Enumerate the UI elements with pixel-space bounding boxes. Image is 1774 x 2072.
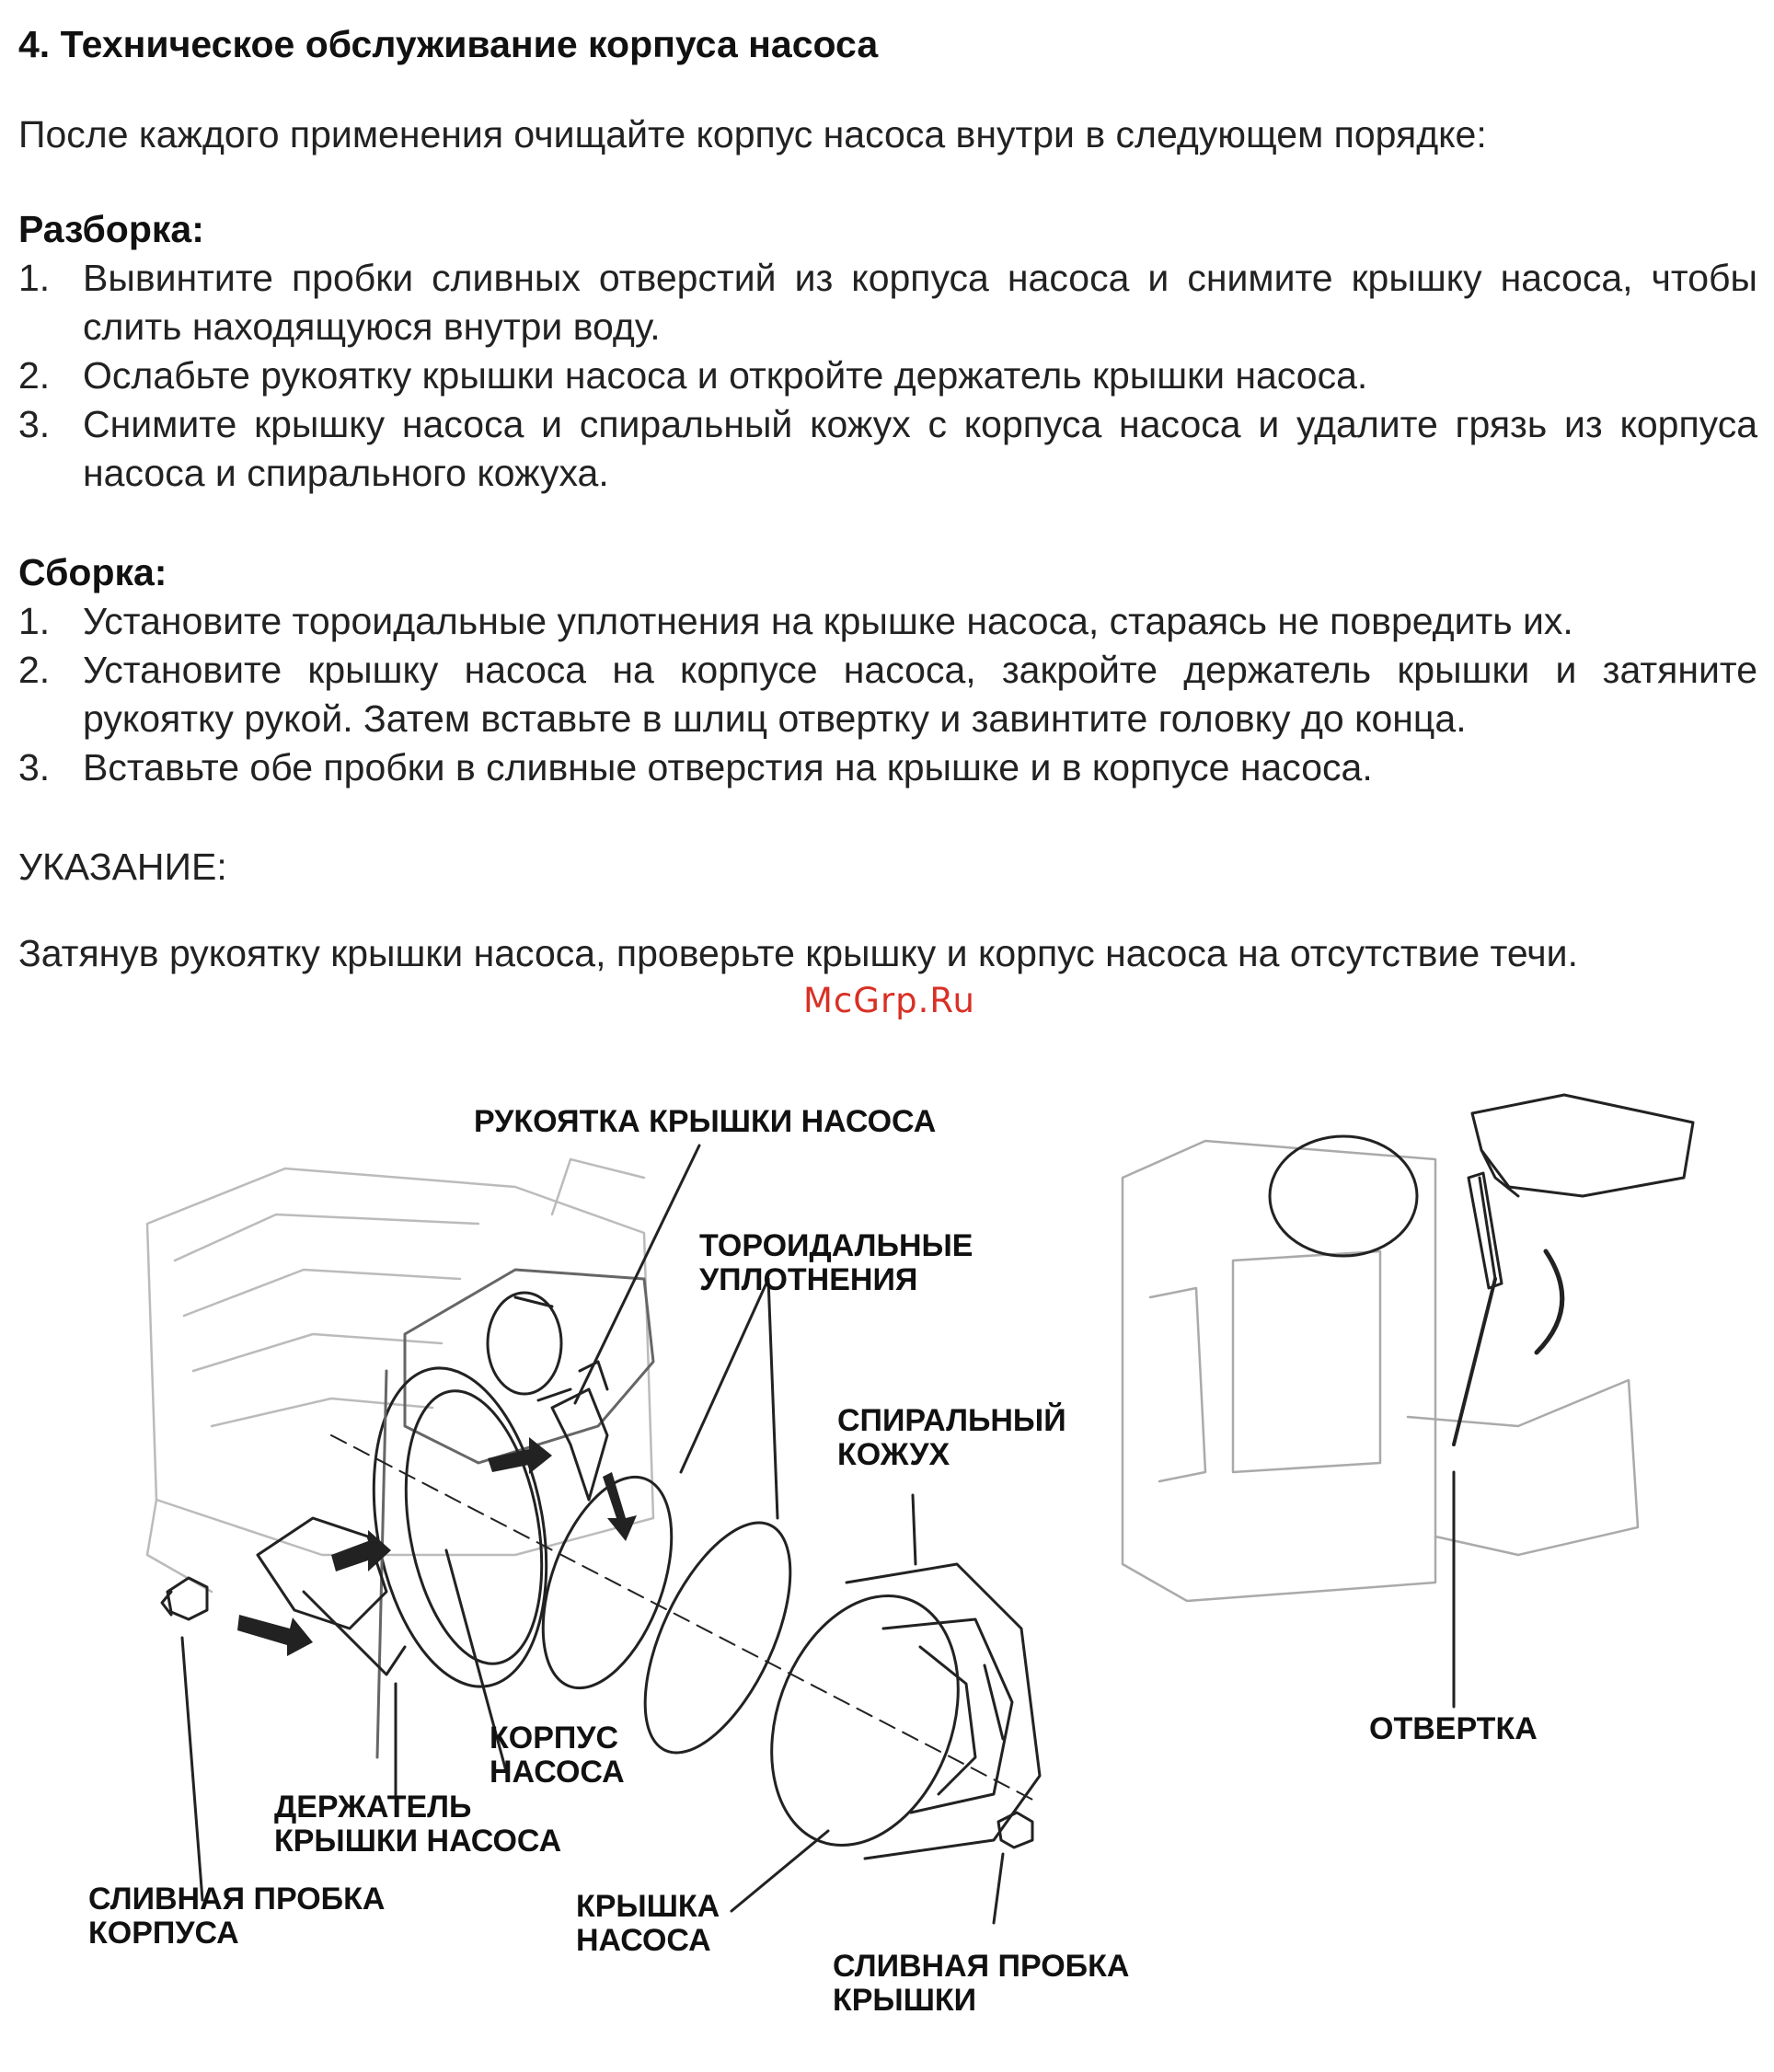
engine-left-illustration [147, 1159, 653, 1592]
note-title: УКАЗАНИЕ: [18, 846, 227, 888]
engine-right-illustration [1123, 1141, 1638, 1601]
step-text: Ослабьте рукоятку крышки насоса и откройте держатель крышки насоса. [83, 354, 1368, 397]
assembly-title: Сборка: [18, 551, 167, 593]
step-number: 2. [18, 649, 51, 691]
assembly-steps [18, 597, 1757, 792]
label-volute-line1: СПИРАЛЬНЫЙ [837, 1403, 1066, 1438]
label-screwdriver: ОТВЕРТКА [1369, 1711, 1538, 1746]
text-block [18, 17, 1757, 978]
label-case-drain-plug-line1: СЛИВНАЯ ПРОБКА [88, 1882, 386, 1917]
list-item [18, 254, 1757, 351]
step-number: 3. [18, 746, 51, 789]
step-number: 3. [18, 403, 51, 445]
cover-drain-plug-illustration [998, 1813, 1032, 1848]
label-cover-drain-plug-line2: КРЫШКИ [833, 1983, 977, 2018]
step-number: 2. [18, 354, 51, 397]
step-text: Установите тороидальные уплотнения на крышке насоса, стараясь не повредить их. [83, 600, 1573, 642]
disassembly-title: Разборка: [18, 208, 204, 250]
disassembly-steps [18, 254, 1757, 498]
volute-casing-illustration [739, 1564, 1040, 1871]
label-volute-line2: КОЖУХ [837, 1437, 950, 1472]
case-drain-plug-illustration [162, 1578, 207, 1619]
hand-illustration [1472, 1095, 1693, 1196]
list-item [18, 743, 1757, 792]
step-text: Вывинтите пробки сливных отверстий из корпуса насоса и снимите крышку насоса, чтобы слить находящуюся внутри воду. [83, 257, 1757, 348]
label-o-rings-line1: ТОРОИДАЛЬНЫЕ [699, 1228, 973, 1263]
watermark: McGrp.Ru [803, 981, 975, 1020]
right-pump-cap-illustration [1270, 1136, 1417, 1256]
list-item [18, 351, 1757, 400]
label-cover-drain-plug-line1: СЛИВНАЯ ПРОБКА [833, 1949, 1130, 1984]
label-case-drain-plug-line2: КОРПУСА [88, 1916, 239, 1951]
step-text: Вставьте обе пробки в сливные отверстия на крышке и в корпусе насоса. [83, 746, 1373, 789]
label-pump-cover-line2: НАСОСА [576, 1923, 711, 1958]
section-title: 4. Техническое обслуживание корпуса насоса [18, 23, 879, 65]
step-text: Установите крышку насоса на корпусе насоса, закройте держатель крышки и затяните рукоятку рукой. Затем вставьте в шлиц отвертку и завинтите головку до конца. [83, 649, 1757, 740]
list-item [18, 646, 1757, 743]
screwdriver-rotate-arrow [1537, 1251, 1562, 1353]
step-number: 1. [18, 257, 51, 299]
list-item [18, 597, 1757, 646]
label-pump-case-line2: НАСОСА [490, 1755, 625, 1790]
label-cover-handle: РУКОЯТКА КРЫШКИ НАСОСА [474, 1104, 937, 1139]
label-cover-holder-line2: КРЫШКИ НАСОСА [274, 1824, 562, 1859]
step-text: Снимите крышку насоса и спиральный кожух с корпуса насоса и удалите грязь из корпуса насоса и спирального кожуха. [83, 403, 1757, 494]
intro-paragraph: После каждого применения очищайте корпус насоса внутри в следующем порядке: [18, 113, 1487, 155]
label-o-rings-line2: УПЛОТНЕНИЯ [699, 1262, 918, 1297]
label-cover-holder-line1: ДЕРЖАТЕЛЬ [274, 1790, 472, 1825]
label-pump-case-line1: КОРПУС [490, 1721, 619, 1755]
pump-maintenance-diagram [0, 1040, 1774, 2052]
note-text: Затянув рукоятку крышки насоса, проверьте крышку и корпус насоса на отсутствие течи. [18, 932, 1578, 974]
label-pump-cover-line1: КРЫШКА [576, 1889, 720, 1924]
step-number: 1. [18, 600, 51, 642]
o-ring-2 [616, 1502, 821, 1773]
screwdriver-illustration [1454, 1173, 1502, 1445]
list-item [18, 400, 1757, 498]
